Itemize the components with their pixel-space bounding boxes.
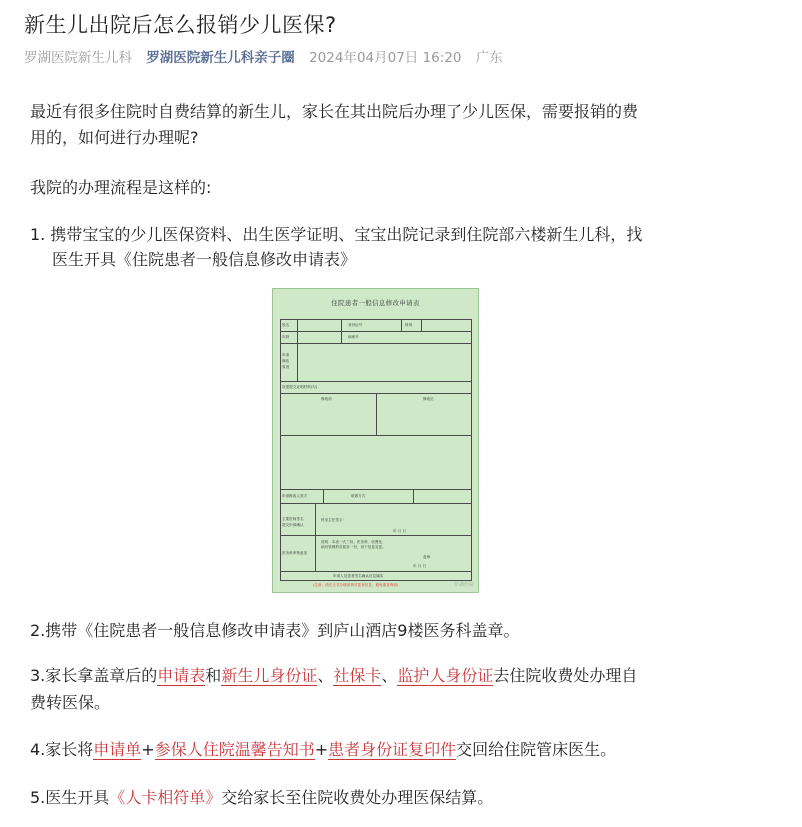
step4-suffix: 交回给住院管床医生。 xyxy=(456,740,617,759)
link-patient-id-copy[interactable]: 患者身份证复印件 xyxy=(328,740,457,759)
step3-sep1: 、 xyxy=(317,666,334,685)
form-cell-before: 修改前 xyxy=(321,397,332,401)
form-cell-year: 年 月 日 xyxy=(393,529,407,533)
step5-prefix: 5.医生开具 xyxy=(30,788,110,807)
step3-line-2: 费转医保。 xyxy=(30,693,111,712)
step1-line-2: 医生开具《住院患者一般信息修改申请表》 xyxy=(52,250,357,269)
step5 xyxy=(30,784,493,812)
article-meta xyxy=(24,49,513,67)
link-newborn-id[interactable]: 新生儿身份证 xyxy=(221,666,318,685)
form-footer-1: 申请人及患者签名确认信息属实 xyxy=(333,574,384,578)
form-cell-reason-c: 原因 xyxy=(282,365,290,369)
link-guardian-id[interactable]: 监护人身份证 xyxy=(397,666,494,685)
step3-prefix: 3.家长拿盖章后的 xyxy=(30,666,158,685)
account-link[interactable]: 罗湖医院新生儿科亲子圈 xyxy=(146,50,295,66)
form-cell-relation-b: 提交申请确认 xyxy=(282,523,304,527)
link-social-security-card[interactable]: 社保卡 xyxy=(333,666,382,685)
step4-plus1: + xyxy=(141,740,155,759)
step3-suffix: 去住院收费处办理自 xyxy=(493,666,638,685)
step1-line-1: 1. 携带宝宝的少儿医保资料、出生医学证明、宝宝出院记录到住院部六楼新生儿科，找 xyxy=(30,225,643,244)
form-cell-bed: 病案号 xyxy=(348,335,359,339)
form-cell-reason-b: 修改 xyxy=(282,359,290,363)
form-cell-note-2: 病历管理科各留存一份，用于信息变更。 xyxy=(321,545,386,549)
step3-line-1 xyxy=(30,662,637,690)
step3-and: 和 xyxy=(205,666,222,685)
step4-plus2: + xyxy=(314,740,329,759)
form-cell-dept: 科别 xyxy=(405,323,413,327)
form-title: 住院患者一般信息修改申请表 xyxy=(331,299,420,307)
step3-sep2: 、 xyxy=(381,666,398,685)
form-cell-director: 科室主任签字： xyxy=(321,518,347,522)
link-application-form[interactable]: 申请表 xyxy=(157,666,206,685)
step4-prefix: 4.家长将 xyxy=(30,740,94,759)
process-intro: 我院的办理流程是这样的: xyxy=(30,178,212,197)
form-cell-contact: 联系方式 xyxy=(351,494,366,498)
application-form-image[interactable] xyxy=(272,288,479,593)
form-watermark: 罗湖医院 xyxy=(453,582,474,588)
form-cell-relation-a: 主要医师签名 xyxy=(282,517,304,521)
form-cell-seal: 盖章 xyxy=(423,555,431,559)
form-cell-dept-sign: 医务科审核意见 xyxy=(282,551,308,555)
form-cell-date2: 年 月 日 xyxy=(413,564,427,568)
form-cell-note-1: 说明：本表一式三份，医务科、收费处、 xyxy=(321,540,386,544)
form-cell-after: 修改后 xyxy=(423,397,434,401)
intro-line-2: 用的，如何进行办理呢? xyxy=(30,128,199,147)
publish-datetime: 2024年04月07日 16:20 xyxy=(309,50,462,66)
form-cell-id: 身份证号 xyxy=(348,323,363,327)
intro-line-1: 最近有很多住院时自费结算的新生儿，家长在其出院后办理了少儿医保，需要报销的费 xyxy=(30,102,639,121)
form-cell-reason-a: 申请 xyxy=(282,353,290,357)
publish-location: 广东 xyxy=(475,50,503,66)
link-card-match-form[interactable]: 《人卡相符单》 xyxy=(109,788,222,807)
form-cell-attach-note: 所需提交证明材料(勾)： xyxy=(282,385,321,389)
step5-suffix: 交给家长至住院收费处办理医保结算。 xyxy=(221,788,494,807)
form-cell-applicant: 申请修改人签字 xyxy=(282,494,308,498)
form-footer-2: (注意：请在正式办理前核对患者信息，避免重复修改) xyxy=(313,583,399,587)
article-title: 新生儿出院后怎么报销少儿医保? xyxy=(24,13,337,37)
author-name[interactable]: 罗湖医院新生儿科 xyxy=(24,50,132,66)
step2: 2.携带《住院患者一般信息修改申请表》到庐山酒店9楼医务科盖章。 xyxy=(30,621,520,640)
form-cell-name: 姓名 xyxy=(282,323,290,327)
step4 xyxy=(30,736,616,764)
form-cell-age: 年龄 xyxy=(282,335,290,339)
link-application-sheet[interactable]: 申请单 xyxy=(93,740,142,759)
link-inpatient-notice[interactable]: 参保人住院温馨告知书 xyxy=(154,740,315,759)
